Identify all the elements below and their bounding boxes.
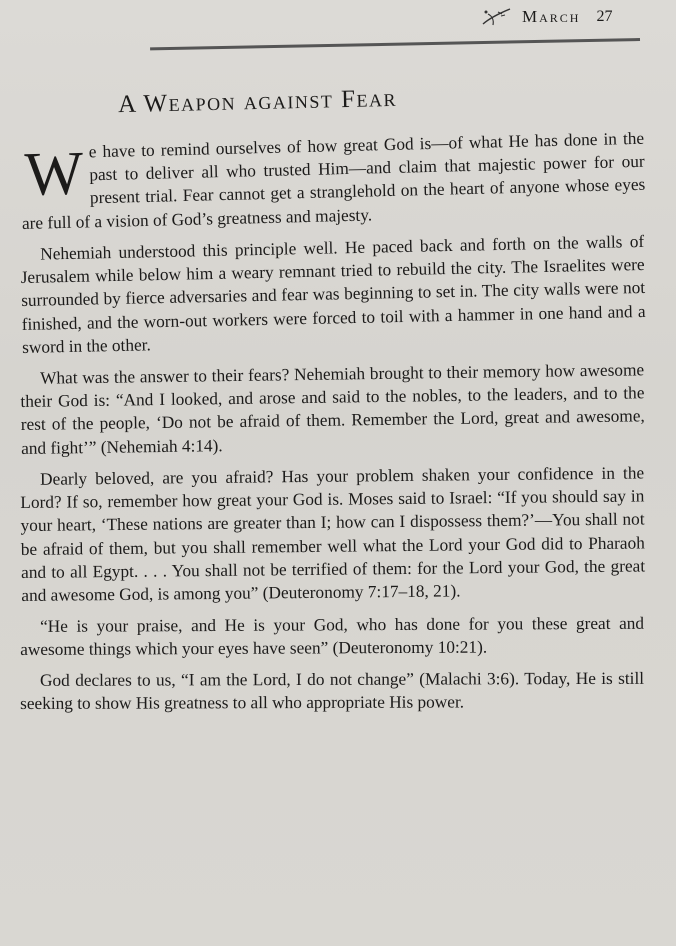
quill-ornament-icon	[480, 6, 514, 28]
drop-cap: W	[23, 139, 85, 209]
running-head	[480, 4, 670, 30]
header-rule	[150, 38, 640, 50]
paragraph-3: What was the answer to their fears? Nehemiah brought to their memory how awesome their God is: “And I looked, and arose and said to the nobles, to the leaders, and to the rest of the people, ‘Do not be afraid of them. Remember the Lord, great and awesome, and fight’” (Nehemiah 4:14).	[20, 360, 645, 458]
page-day-number: 27	[596, 8, 613, 25]
page-title: A Weapon against Fear	[117, 84, 398, 119]
paragraph-4: Dearly beloved, are you afraid? Has your problem shaken your confidence in the Lord? If so, remember how great your God is. Moses said to Israel: “If you should say in your heart, ‘These nations are greater than I; how can I dispossess them?’—You shall not be afraid of them, but you shall remember well what the Lord your God did to Pharaoh and to all Egypt. . . . You shall not be terrified of them: for the Lord your God, the great and awesome God, is among you” (Deuteronomy 7:17–18, 21).	[20, 463, 646, 605]
running-head-month: March	[522, 7, 581, 26]
paragraph-2: Nehemiah understood this principle well. He paced back and forth on the walls of Jerusalem while below him a weary remnant tried to rebuild the city. The Israelites were surrounded by fierce adversaries and fear was beginning to set in. The city walls were not finished, and the worn-out workers were forced to toil with a hammer in one hand and a sword in the other.	[20, 231, 646, 357]
paragraph-5: “He is your praise, and He is your God, who has done for you these great and awesome things which your eyes have seen” (Deuteronomy 10:21).	[20, 613, 645, 660]
paragraph-1-text: e have to remind ourselves of how great God is—of what He has done in the past to deliver all who trusted Him—and claim that majestic power for our present trial. Fear cannot get a stranglehold on the heart of anyone whose eyes are full of a vision of God’s greatness and majesty.	[21, 128, 646, 233]
paragraph-1	[20, 127, 646, 235]
devotional-body	[20, 128, 646, 724]
paragraph-6: God declares to us, “I am the Lord, I do not change” (Malachi 3:6). Today, He is still seeking to show His greatness to all who appropriate His power.	[20, 669, 645, 714]
